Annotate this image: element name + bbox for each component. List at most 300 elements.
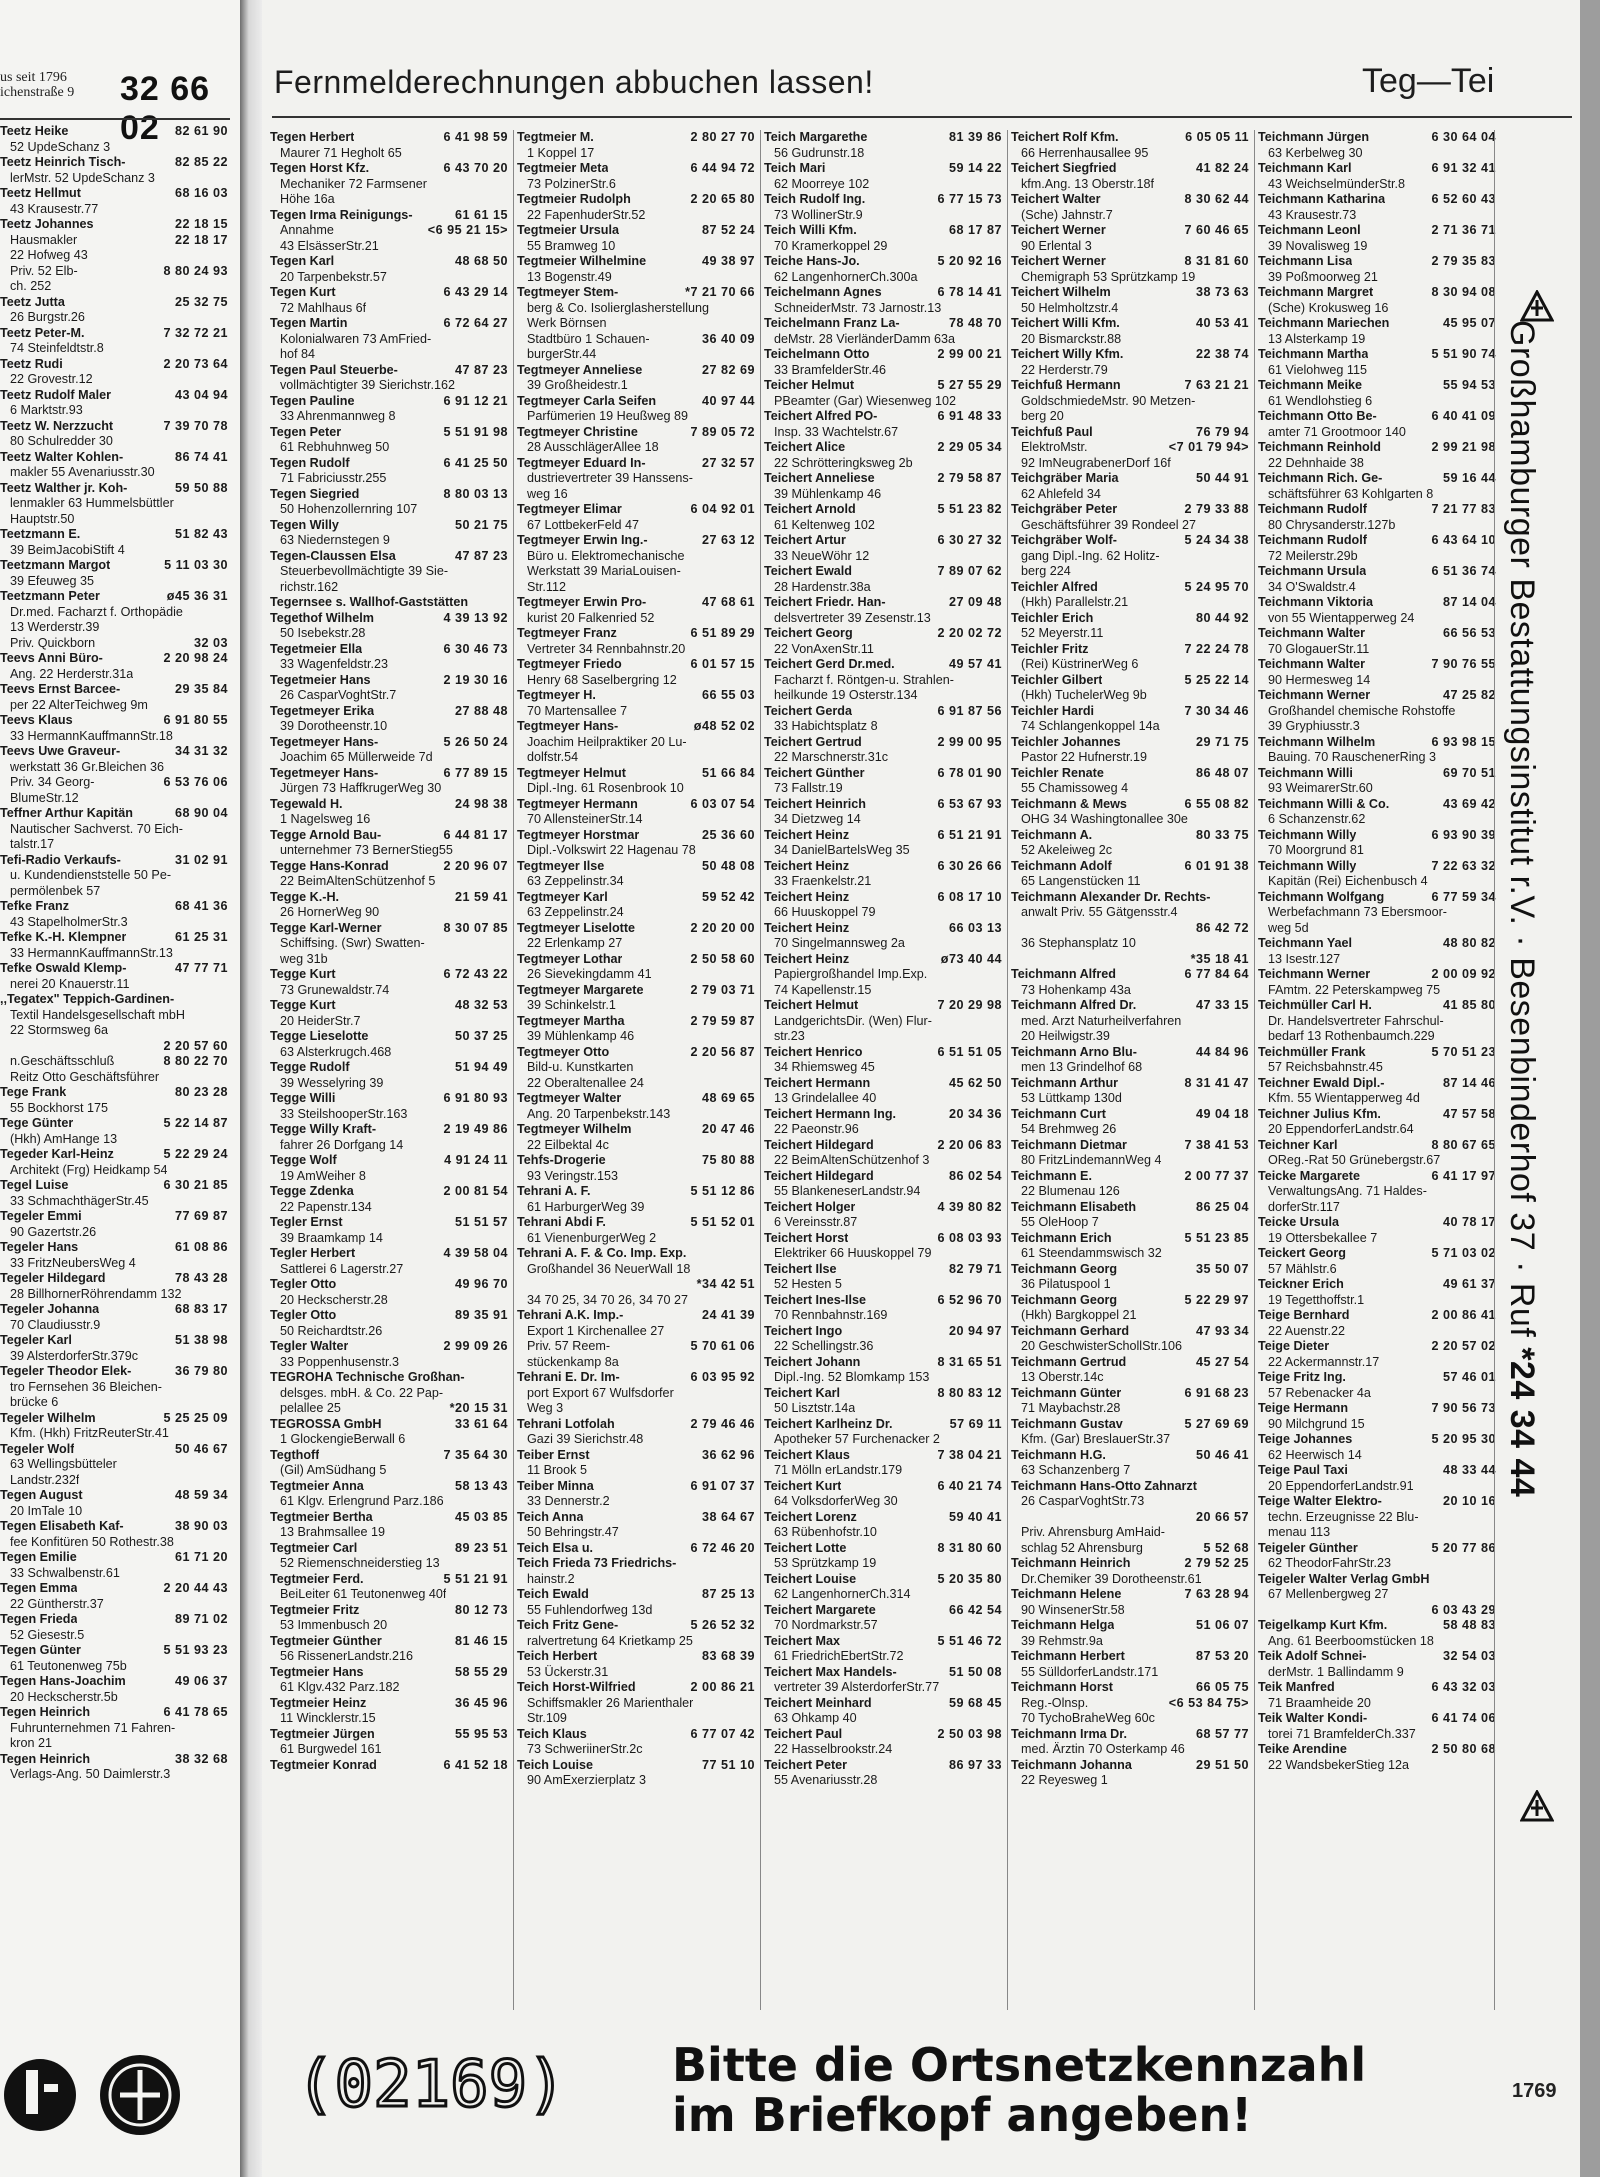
directory-entry xyxy=(517,1200,755,1216)
phone-number: 5 70 51 23 xyxy=(1431,1044,1496,1059)
directory-entry xyxy=(270,719,508,735)
directory-entry xyxy=(764,1417,1002,1433)
phone-number: 86 74 41 xyxy=(174,449,228,464)
directory-entry xyxy=(1258,983,1496,999)
entry-text: Tehrani Lotfolah xyxy=(517,1416,615,1431)
directory-entry xyxy=(517,1572,755,1588)
entry-text: Teichmann Katharina xyxy=(1258,192,1386,206)
phone-number: 5 27 55 29 xyxy=(937,378,1002,392)
entry-text: 63 Kerbelweg 30 xyxy=(1268,145,1363,160)
entry-text: Teetz Heinrich Tisch- xyxy=(0,155,126,169)
phone-number: 5 26 50 24 xyxy=(443,734,508,749)
directory-entry xyxy=(0,1643,228,1659)
entry-text: Tegtmeier Meta xyxy=(517,161,609,175)
directory-entry xyxy=(270,1696,508,1712)
directory-entry xyxy=(270,812,508,828)
entry-text: Annahme xyxy=(280,223,334,237)
directory-entry xyxy=(0,1426,228,1442)
directory-entry xyxy=(0,651,228,667)
phone-number: 41 85 80 xyxy=(1442,998,1496,1012)
phone-number: 50 21 75 xyxy=(454,517,508,532)
phone-number: 5 24 95 70 xyxy=(1184,579,1249,594)
phone-number: 7 35 64 30 xyxy=(443,1447,508,1462)
entry-text: Teevs Klaus xyxy=(0,713,73,727)
entry-text: Kolonialwaren 73 AmFried- xyxy=(280,331,432,346)
left-header-line1: us seit 1796 xyxy=(0,70,67,85)
phone-number: 51 06 07 xyxy=(1195,1618,1249,1632)
phone-number: 5 51 12 86 xyxy=(690,1184,755,1198)
directory-entry xyxy=(1258,1603,1496,1619)
entry-text: Tege Frank xyxy=(0,1085,67,1099)
entry-text: Tegen Martin xyxy=(270,316,348,330)
entry-text: 28 Hardenstr.38a xyxy=(774,579,871,594)
entry-text: Teichert Willy Kfm. xyxy=(1011,347,1124,361)
directory-entry xyxy=(0,140,228,156)
directory-entry xyxy=(517,1029,755,1045)
entry-text: Teichmann Rudolf xyxy=(1258,502,1367,516)
entry-text: kfm.Ang. 13 Oberstr.18f xyxy=(1021,176,1154,191)
entry-text: 43 WeichselmünderStr.8 xyxy=(1268,176,1405,191)
entry-text: Teichmann Georg xyxy=(1011,1292,1118,1307)
phone-number: 29 35 84 xyxy=(174,682,228,696)
directory-entry xyxy=(270,1076,508,1092)
phone-number: 49 38 97 xyxy=(701,254,755,268)
directory-entry xyxy=(270,936,508,952)
directory-entry xyxy=(1011,797,1249,813)
entry-text: Tegernsee s. Wallhof-Gaststätten xyxy=(270,595,469,609)
directory-entry xyxy=(0,543,228,559)
entry-text: Teichelmann Agnes xyxy=(764,285,882,299)
directory-entry xyxy=(517,1634,755,1650)
phone-number: 5 51 90 74 xyxy=(1431,347,1496,361)
phone-number: 76 79 94 xyxy=(1195,424,1249,439)
entry-text: Tegewald H. xyxy=(270,796,343,811)
directory-entry xyxy=(1258,1711,1496,1727)
directory-entry xyxy=(1258,1014,1496,1030)
directory-entry xyxy=(270,1153,508,1169)
entry-text: Teichmann Walter xyxy=(1258,657,1366,671)
directory-entry xyxy=(764,626,1002,642)
directory-entry xyxy=(517,332,755,348)
directory-entry xyxy=(1258,1370,1496,1386)
directory-entry xyxy=(0,217,228,233)
phone-number: 47 25 82 xyxy=(1442,688,1496,702)
entry-text: 56 Gudrunstr.18 xyxy=(774,145,865,160)
phone-number: 68 57 77 xyxy=(1195,1726,1249,1741)
phone-number: 80 23 28 xyxy=(174,1085,228,1099)
directory-entry xyxy=(1258,378,1496,394)
entry-text: Teichert Alice xyxy=(764,440,846,454)
directory-entry xyxy=(0,1674,228,1690)
directory-column-1 xyxy=(270,130,508,1773)
entry-text: 11 Brook 5 xyxy=(527,1463,587,1477)
directory-entry xyxy=(1258,146,1496,162)
directory-entry xyxy=(1011,1029,1249,1045)
entry-text: 63 Zeppelinstr.24 xyxy=(527,905,624,919)
phone-number: 5 20 95 30 xyxy=(1431,1432,1496,1446)
directory-entry xyxy=(0,233,228,249)
phone-number: 75 80 88 xyxy=(701,1153,755,1167)
directory-entry xyxy=(270,270,508,286)
entry-text: Tegge Hans-Konrad xyxy=(270,858,389,873)
entry-text: Dipl.-Volkswirt 22 Hagenau 78 xyxy=(527,843,696,857)
directory-entry xyxy=(1258,1634,1496,1650)
directory-entry xyxy=(0,171,228,187)
directory-entry xyxy=(1258,828,1496,844)
entry-text: Werkstatt 39 MariaLouisen- xyxy=(527,564,681,578)
entry-text: 33 NeueWöhr 12 xyxy=(774,548,870,563)
entry-text: Großhandel chemische Rohstoffe xyxy=(1268,703,1456,718)
entry-text: delsvertreter 39 Zesenstr.13 xyxy=(774,610,931,625)
directory-entry xyxy=(0,450,228,466)
directory-entry xyxy=(270,1045,508,1061)
entry-text: Tegeler Karl xyxy=(0,1333,72,1347)
directory-entry xyxy=(270,874,508,890)
directory-entry xyxy=(1258,301,1496,317)
directory-entry xyxy=(764,874,1002,890)
phone-number: 2 00 86 21 xyxy=(690,1680,755,1694)
directory-entry xyxy=(270,1386,508,1402)
phone-number: 6 78 14 41 xyxy=(937,285,1002,299)
directory-entry xyxy=(270,394,508,410)
directory-entry xyxy=(1258,750,1496,766)
entry-text: Teichmann H.G. xyxy=(1011,1447,1106,1462)
entry-text: Tegtmeyer Christine xyxy=(517,424,638,439)
phone-number: 68 83 17 xyxy=(174,1302,228,1316)
bottom-banner xyxy=(272,2030,1572,2150)
phone-number: 66 42 54 xyxy=(948,1602,1002,1617)
phone-number: 59 16 44 xyxy=(1442,471,1496,485)
entry-text: Tegtmeier Ferd. xyxy=(270,1571,364,1586)
phone-number: 78 48 70 xyxy=(948,316,1002,330)
entry-text: Insp. 33 Wachtelstr.67 xyxy=(774,424,899,439)
phone-number: 5 20 77 86 xyxy=(1431,1540,1496,1555)
entry-text: Mechaniker 72 Farmsener xyxy=(280,176,427,191)
entry-text: Teichmann Dietmar xyxy=(1011,1137,1127,1152)
phone-number: 40 78 17 xyxy=(1442,1215,1496,1229)
directory-entry xyxy=(0,1302,228,1318)
entry-text: hainstr.2 xyxy=(527,1571,575,1586)
phone-number: 6 77 15 73 xyxy=(937,192,1002,206)
directory-entry xyxy=(270,1525,508,1541)
directory-entry xyxy=(270,192,508,208)
entry-text: Architekt (Frg) Heidkamp 54 xyxy=(10,1162,168,1177)
directory-entry xyxy=(517,130,755,146)
directory-entry xyxy=(270,781,508,797)
directory-entry xyxy=(1258,1076,1496,1092)
directory-entry xyxy=(1258,890,1496,906)
entry-text: Teichmann Georg xyxy=(1011,1261,1118,1276)
entry-text: 11 Wincklerstr.15 xyxy=(280,1711,376,1725)
side-ad-text: Großhamburger Bestattungsinstitut r.V. · Besenbinderhof 37 · Ruf xyxy=(1503,320,1541,1348)
entry-text: Bild-u. Kunstkarten xyxy=(527,1060,634,1074)
phone-number: 36 62 96 xyxy=(701,1447,755,1462)
entry-text: Dr.Chemiker 39 Dorotheenstr.61 xyxy=(1021,1571,1202,1586)
directory-entry xyxy=(1011,921,1249,937)
directory-entry xyxy=(270,1029,508,1045)
phone-number: 5 20 92 16 xyxy=(937,254,1002,268)
directory-entry xyxy=(1011,1665,1249,1681)
entry-text: Teichmann Leonl xyxy=(1258,223,1361,237)
entry-text: 74 Kapellenstr.15 xyxy=(774,982,872,997)
phone-number: 8 30 94 08 xyxy=(1431,285,1496,299)
entry-text: TEGROSSA GmbH xyxy=(270,1416,382,1431)
phone-number: 51 51 57 xyxy=(454,1215,508,1229)
directory-entry xyxy=(0,961,228,977)
directory-entry xyxy=(1011,239,1249,255)
directory-entry xyxy=(517,673,755,689)
entry-text: 52 Hesten 5 xyxy=(774,1277,842,1291)
entry-text: Teickert Georg xyxy=(1258,1246,1346,1260)
phone-number: 6 05 05 11 xyxy=(1185,130,1249,144)
phone-number: 7 21 77 83 xyxy=(1431,502,1496,516)
entry-text: Tegler Walter xyxy=(270,1339,349,1353)
directory-entry xyxy=(1258,1463,1496,1479)
directory-entry xyxy=(1011,812,1249,828)
phone-number: 2 79 59 87 xyxy=(690,1013,755,1028)
entry-text: Tegtmeyer Otto xyxy=(517,1044,610,1059)
directory-entry xyxy=(270,363,508,379)
directory-entry xyxy=(764,440,1002,456)
directory-entry xyxy=(1258,533,1496,549)
directory-entry xyxy=(764,1773,1002,1789)
entry-text: Tegler Ernst xyxy=(270,1215,343,1229)
entry-text: Tegtmeyer Ilse xyxy=(517,858,605,873)
directory-entry xyxy=(764,1556,1002,1572)
phone-number: 80 33 75 xyxy=(1195,827,1249,842)
directory-entry xyxy=(0,1054,228,1070)
entry-text: Teich Herbert xyxy=(517,1649,598,1663)
entry-text: Teich Frieda 73 Friedrichs- xyxy=(517,1556,677,1570)
entry-text: Büro u. Elektromechanische xyxy=(527,548,685,563)
directory-entry xyxy=(270,1262,508,1278)
directory-entry xyxy=(764,471,1002,487)
entry-text: Teichmann Ursula xyxy=(1258,564,1367,578)
directory-entry xyxy=(1011,1727,1249,1743)
entry-text: Tegen Willy xyxy=(270,517,339,532)
phone-number: 7 20 29 98 xyxy=(937,998,1002,1012)
directory-entry xyxy=(1011,890,1249,906)
entry-text: Teiber Minna xyxy=(517,1478,594,1493)
entry-text: Teichert Heinz xyxy=(764,827,850,842)
entry-text: 20 Heckscherstr.28 xyxy=(280,1292,388,1307)
entry-text: Teich Anna xyxy=(517,1509,584,1524)
entry-text: Kapitän (Rei) Eichenbusch 4 xyxy=(1268,874,1428,888)
directory-entry xyxy=(517,1076,755,1092)
directory-entry xyxy=(270,611,508,627)
directory-entry xyxy=(1258,1479,1496,1495)
entry-text: Tegtmeier Wilhelmine xyxy=(517,254,647,268)
directory-entry xyxy=(764,1665,1002,1681)
entry-text: Teichmann Willy xyxy=(1258,858,1357,873)
directory-entry xyxy=(764,1603,1002,1619)
entry-text: Export 1 Kirchenallee 27 xyxy=(527,1323,665,1338)
directory-entry xyxy=(270,843,508,859)
phone-number: 5 51 23 85 xyxy=(1184,1230,1249,1245)
phone-number: 36 40 09 xyxy=(701,331,755,346)
directory-entry xyxy=(1011,1463,1249,1479)
directory-entry xyxy=(1258,1215,1496,1231)
entry-text: 73 Grunewaldstr.74 xyxy=(280,982,390,997)
entry-text: Tegel Luise xyxy=(0,1178,69,1192)
directory-entry xyxy=(517,797,755,813)
entry-text: 34 Rhiemsweg 45 xyxy=(774,1060,875,1074)
entry-text: Teichmüller Frank xyxy=(1258,1044,1366,1059)
directory-entry xyxy=(1258,580,1496,596)
phone-number: 6 91 80 93 xyxy=(443,1091,508,1105)
directory-entry xyxy=(764,1494,1002,1510)
phone-number: 2 71 36 71 xyxy=(1431,223,1496,237)
entry-text: Tegen Kurt xyxy=(270,285,336,299)
phone-number: 20 10 16 xyxy=(1442,1494,1496,1508)
directory-entry xyxy=(517,1215,755,1231)
directory-entry xyxy=(270,735,508,751)
directory-entry xyxy=(1258,332,1496,348)
directory-entry xyxy=(1011,363,1249,379)
entry-text: Teichmann Werner xyxy=(1258,688,1371,702)
phone-number: 45 95 07 xyxy=(1442,316,1496,330)
column-divider xyxy=(1007,130,1008,2010)
left-entries-column xyxy=(0,124,228,1783)
entry-text: Schiffsmakler 26 Marienthaler xyxy=(527,1695,694,1710)
entry-text: Ang. 20 Tarpenbekstr.143 xyxy=(527,1106,671,1121)
directory-entry xyxy=(1011,1169,1249,1185)
entry-text: Teichfuß Paul xyxy=(1011,424,1093,439)
entry-text: Tegeler Johanna xyxy=(0,1302,100,1316)
directory-entry xyxy=(1011,1122,1249,1138)
directory-entry xyxy=(517,161,755,177)
entry-text: Tegetmeyer Hans- xyxy=(270,734,379,749)
entry-text: Teichert Anneliese xyxy=(764,471,875,485)
phone-number: 87 53 20 xyxy=(1195,1649,1249,1663)
phone-number: 7 22 63 32 xyxy=(1431,858,1496,873)
phone-number: 7 89 07 62 xyxy=(937,564,1002,578)
entry-text: techn. Erzeugnisse 22 Blu- xyxy=(1268,1509,1419,1524)
directory-entry xyxy=(1258,1355,1496,1371)
entry-text: 53 Immenbusch 20 xyxy=(280,1618,388,1632)
directory-entry xyxy=(764,208,1002,224)
entry-text: Schiffsing. (Swr) Swatten- xyxy=(280,936,425,950)
directory-entry xyxy=(0,1628,228,1644)
phone-number: 8 31 81 60 xyxy=(1184,254,1249,268)
directory-entry xyxy=(270,1091,508,1107)
directory-entry xyxy=(1011,1231,1249,1247)
entry-text: 53 Lüttkamp 130d xyxy=(1021,1091,1122,1105)
directory-entry xyxy=(1011,1138,1249,1154)
entry-text: 33 HermannKauffmannStr.18 xyxy=(10,728,173,743)
phone-number: 6 30 27 32 xyxy=(937,533,1002,547)
entry-text: Teichert Alfred PO- xyxy=(764,409,878,423)
entry-text: Tegtmeyer Elimar xyxy=(517,502,622,516)
phone-number: 41 82 24 xyxy=(1195,161,1249,175)
directory-entry xyxy=(764,673,1002,689)
phone-number: 57 69 11 xyxy=(949,1416,1002,1431)
entry-text: Joachim Heilpraktiker 20 Lu- xyxy=(527,734,687,749)
entry-text: Teichmann Rudolf xyxy=(1258,533,1367,547)
phone-number: 5 51 91 98 xyxy=(443,424,508,439)
entry-text: Teichert Ines-Ilse xyxy=(764,1292,866,1307)
phone-number: 81 39 86 xyxy=(948,130,1002,144)
directory-entry xyxy=(270,580,508,596)
entry-text: Teik Adolf Schnei- xyxy=(1258,1649,1367,1663)
directory-entry xyxy=(1011,425,1249,441)
entry-text: Teichert Meinhard xyxy=(764,1695,872,1710)
entry-text: (Gil) AmSüdhang 5 xyxy=(280,1463,387,1477)
phone-number: 47 93 34 xyxy=(1195,1323,1249,1338)
directory-entry xyxy=(0,1023,228,1039)
phone-number: 34 31 32 xyxy=(174,744,228,758)
entry-text: Tegtmeyer Hans- xyxy=(517,719,619,733)
directory-entry xyxy=(270,952,508,968)
directory-entry xyxy=(764,332,1002,348)
directory-entry xyxy=(1011,967,1249,983)
directory-entry xyxy=(270,533,508,549)
directory-entry xyxy=(764,936,1002,952)
phone-number: 2 99 21 98 xyxy=(1431,440,1496,454)
directory-entry xyxy=(1258,1401,1496,1417)
directory-entry xyxy=(1258,1277,1496,1293)
directory-entry xyxy=(1011,1184,1249,1200)
phone-number: 6 93 90 39 xyxy=(1431,827,1496,842)
directory-entry xyxy=(764,239,1002,255)
phone-number: 47 57 58 xyxy=(1442,1106,1496,1121)
directory-entry xyxy=(270,425,508,441)
directory-entry xyxy=(0,1597,228,1613)
directory-entry xyxy=(0,1736,228,1752)
entry-text: Tegen Elisabeth Kaf- xyxy=(0,1519,124,1533)
directory-entry xyxy=(764,1758,1002,1774)
phone-number: <7 01 79 94> xyxy=(1168,440,1249,454)
directory-entry xyxy=(270,208,508,224)
phone-number: 2 50 03 98 xyxy=(937,1726,1002,1741)
phone-number: 8 80 83 12 xyxy=(937,1385,1002,1400)
directory-entry xyxy=(1011,456,1249,472)
entry-text: 33 Fraenkelstr.21 xyxy=(774,874,872,888)
directory-entry xyxy=(1258,967,1496,983)
directory-entry xyxy=(1258,425,1496,441)
left-header-line2: ichenstraße 9 xyxy=(0,85,75,100)
directory-entry xyxy=(1011,1634,1249,1650)
directory-entry xyxy=(0,1194,228,1210)
entry-text: Teichmann Johanna xyxy=(1011,1757,1132,1772)
entry-text: Tegtmeyer Carla Seifen xyxy=(517,393,657,408)
directory-entry xyxy=(1011,254,1249,270)
phone-number: 48 32 53 xyxy=(454,998,508,1012)
entry-text: 26 Burgstr.26 xyxy=(10,310,85,324)
directory-entry xyxy=(1258,1556,1496,1572)
entry-text: Teichmann Erich xyxy=(1011,1230,1112,1245)
directory-entry xyxy=(764,254,1002,270)
entry-text: fahrer 26 Dorfgang 14 xyxy=(280,1137,404,1152)
entry-text: Tegtmeier Anna xyxy=(270,1478,364,1493)
entry-text: Tegtmeyer Stem- xyxy=(517,285,619,299)
phone-number: 43 69 42 xyxy=(1442,796,1496,811)
directory-entry xyxy=(1258,1200,1496,1216)
directory-entry xyxy=(1258,1649,1496,1665)
entry-text: Teichert Ilse xyxy=(764,1261,837,1276)
directory-entry xyxy=(517,1417,755,1433)
directory-entry xyxy=(1258,1417,1496,1433)
directory-entry xyxy=(1011,595,1249,611)
phone-number: 6 53 76 06 xyxy=(163,775,228,789)
directory-entry xyxy=(1258,952,1496,968)
entry-text: weg 16 xyxy=(527,486,568,501)
directory-entry xyxy=(517,409,755,425)
entry-text: 55 OleHoop 7 xyxy=(1021,1215,1099,1229)
directory-entry xyxy=(270,1603,508,1619)
directory-entry xyxy=(1011,1014,1249,1030)
entry-text: Teichert Rolf Kfm. xyxy=(1011,130,1119,144)
